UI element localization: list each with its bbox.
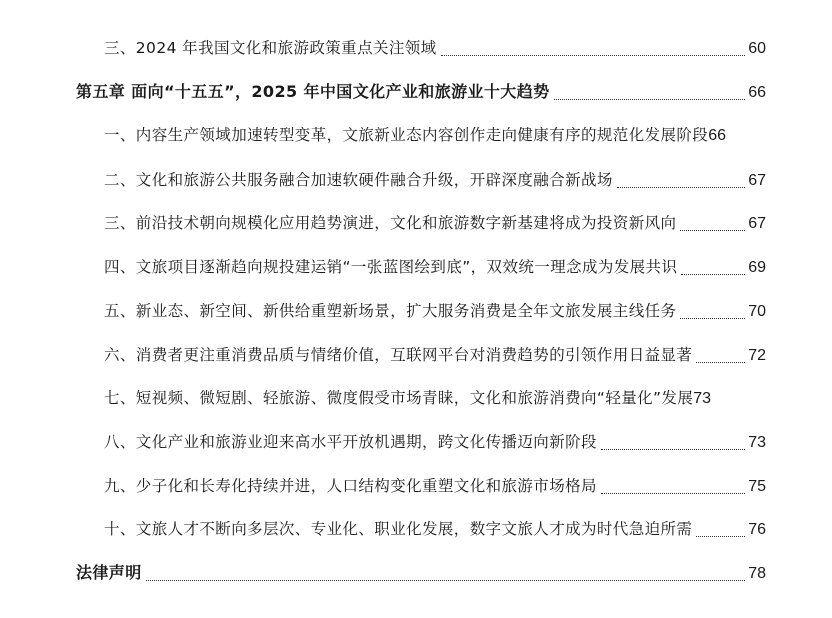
toc-dot-leader	[696, 362, 745, 363]
toc-page-number: 73	[693, 390, 712, 407]
toc-dot-leader	[617, 187, 745, 188]
toc-entry[interactable]	[104, 387, 770, 410]
toc-page-number: 69	[748, 259, 766, 276]
toc-entry-title: 五、新业态、新空间、新供给重塑新场景，扩大服务消费是全年文旅发展主线任务	[104, 302, 677, 320]
toc-entry-title: 三、前沿技术朝向规模化应用趋势演进，文化和旅游数字新基建将成为投资新风向	[104, 214, 677, 232]
toc-dot-leader	[680, 318, 745, 319]
toc-page-number: 75	[748, 478, 766, 495]
toc-dot-leader	[441, 55, 746, 56]
toc-entry-title: 法律声明	[76, 563, 142, 582]
toc-page-number: 66	[708, 127, 726, 144]
toc-entry-title: 四、文旅项目逐渐趋向规投建运销“一张蓝图绘到底”，双效统一理念成为发展共识	[104, 258, 678, 276]
toc-entry[interactable]	[104, 344, 766, 367]
toc-dot-leader	[554, 99, 746, 100]
toc-dot-leader	[146, 580, 746, 581]
toc-entry-title: 十、文旅人才不断向多层次、专业化、职业化发展，数字文旅人才成为时代急迫所需	[104, 520, 693, 538]
toc-entry[interactable]	[104, 300, 766, 323]
toc-dot-leader	[696, 536, 745, 537]
toc-dot-leader	[681, 274, 745, 275]
toc-page-number: 67	[748, 215, 766, 232]
toc-page-number: 60	[748, 40, 766, 57]
toc-page-number: 73	[748, 434, 766, 451]
toc-entry[interactable]	[104, 124, 770, 147]
toc-entry[interactable]	[104, 212, 766, 235]
toc-entry-title: 九、少子化和长寿化持续并进，人口结构变化重塑文化和旅游市场格局	[104, 477, 597, 495]
toc-page-number: 78	[748, 565, 766, 582]
toc-dot-leader	[680, 230, 745, 231]
toc-entry[interactable]	[104, 169, 766, 192]
toc-entry[interactable]	[104, 431, 766, 454]
toc-entry-title: 八、文化产业和旅游业迎来高水平开放机遇期，跨文化传播迈向新阶段	[104, 433, 597, 451]
toc-entry-title: 第五章 面向“十五五”，2025 年中国文化产业和旅游业十大趋势	[76, 82, 550, 101]
toc-dot-leader	[601, 493, 745, 494]
toc-entry-title: 二、文化和旅游公共服务融合加速软硬件融合升级，开辟深度融合新战场	[104, 171, 613, 189]
toc-page-number: 76	[748, 521, 766, 538]
toc-entry-title: 六、消费者更注重消费品质与情绪价值，互联网平台对消费趋势的引领作用日益显著	[104, 346, 693, 364]
toc-entry-title: 三、2024 年我国文化和旅游政策重点关注领域	[104, 39, 437, 57]
toc-dot-leader	[601, 449, 745, 450]
toc-page-number: 67	[748, 172, 766, 189]
toc-page-number: 72	[748, 347, 766, 364]
toc-entry[interactable]	[104, 256, 766, 279]
toc-entry[interactable]	[104, 475, 766, 498]
toc-chapter-entry[interactable]	[76, 562, 766, 585]
toc-page-number: 70	[748, 303, 766, 320]
toc-entry[interactable]	[104, 37, 766, 60]
toc-page-number: 66	[748, 84, 766, 101]
toc-chapter-entry[interactable]	[76, 81, 766, 104]
toc-entry-title: 一、内容生产领域加速转型变革，文旅新业态内容创作走向健康有序的规范化发展阶段	[104, 126, 709, 144]
toc-entry[interactable]	[104, 518, 766, 541]
toc-entry-title: 七、短视频、微短剧、轻旅游、微度假受市场青睐，文化和旅游消费向“轻量化”发展	[104, 389, 694, 407]
